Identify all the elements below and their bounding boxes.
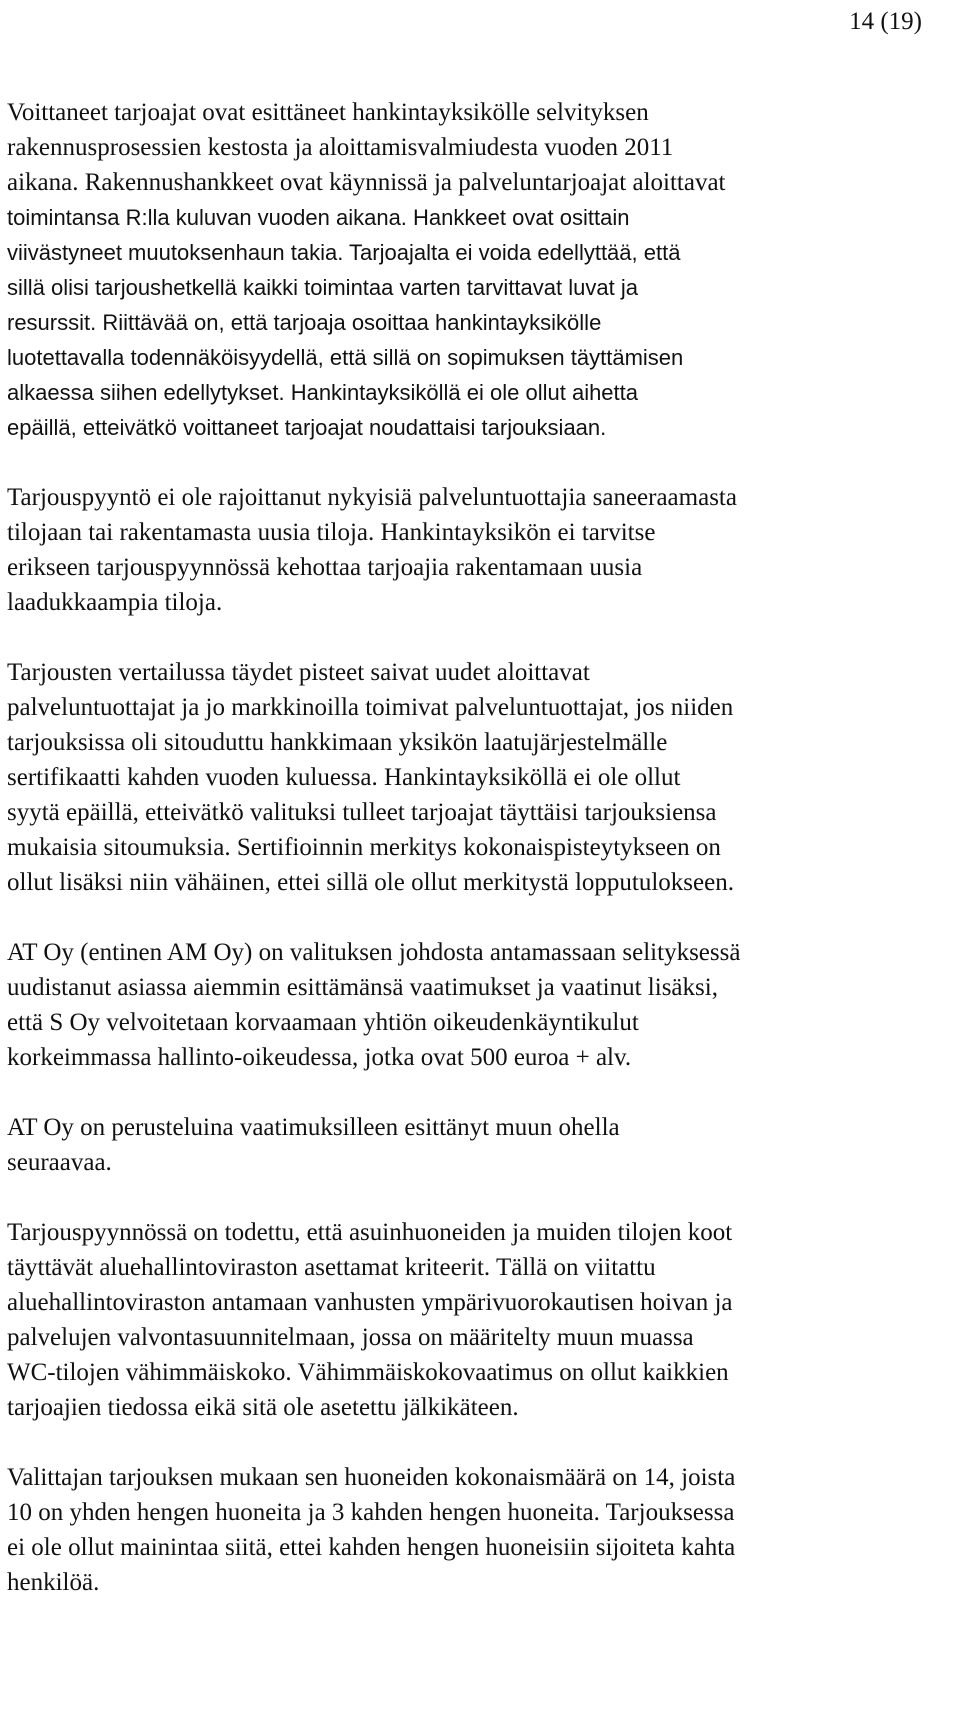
text-line xyxy=(7,1565,947,1600)
text-segment: tarjouksissa oli sitouduttu hankkimaan yksikön laatujärjestelmälle xyxy=(7,729,668,756)
text-segment: Voittaneet tarjoajat ovat esittäneet hankintayksikölle selvityksen xyxy=(7,99,649,126)
paragraph xyxy=(7,1215,947,1425)
text-line xyxy=(7,1355,947,1390)
text-segment: laadukkaampia tiloja. xyxy=(7,589,223,616)
text-segment: Tarjouspyyntö ei ole rajoittanut nykyisiä palveluntuottajia saneeraamasta xyxy=(7,484,737,511)
text-line xyxy=(7,1040,947,1075)
text-segment: aluehallintoviraston antamaan vanhusten ympärivuorokautisen hoivan ja xyxy=(7,1289,733,1316)
document-body xyxy=(7,95,947,1600)
text-line xyxy=(7,1460,947,1495)
text-line xyxy=(7,690,947,725)
paragraph xyxy=(7,1110,947,1180)
text-line xyxy=(7,235,947,270)
text-line xyxy=(7,95,947,130)
text-line xyxy=(7,130,947,165)
text-segment: uudistanut asiassa aiemmin esittämänsä vaatimukset ja vaatinut lisäksi, xyxy=(7,974,718,1001)
text-segment: erikseen tarjouspyynnössä kehottaa tarjoajia rakentamaan uusia xyxy=(7,554,643,581)
text-line xyxy=(7,375,947,410)
text-segment: AT Oy (entinen AM Oy) on valituksen johdosta antamassaan selityksessä xyxy=(7,939,741,966)
text-line xyxy=(7,200,947,235)
text-line xyxy=(7,830,947,865)
text-segment: korkeimmassa hallinto-oikeudessa, jotka ovat 500 euroa + alv. xyxy=(7,1044,632,1071)
text-line xyxy=(7,1285,947,1320)
text-segment: ei ole ollut mainintaa siitä, ettei kahden hengen huoneisiin sijoiteta kahta xyxy=(7,1534,736,1561)
text-segment: 10 on yhden hengen huoneita ja 3 kahden hengen huoneita. Tarjouksessa xyxy=(7,1499,735,1526)
text-line xyxy=(7,550,947,585)
text-line xyxy=(7,270,947,305)
text-segment: alkaessa siihen edellytykset. Hankintayksiköllä ei ole ollut aihetta xyxy=(7,380,639,405)
text-line xyxy=(7,1005,947,1040)
text-segment: sillä olisi tarjoushetkellä kaikki toimintaa varten tarvittavat luvat ja xyxy=(7,275,638,300)
paragraph xyxy=(7,95,947,445)
text-segment: rakennusprosessien kestosta ja aloittamisvalmiudesta vuoden 2011 xyxy=(7,134,674,161)
text-line xyxy=(7,1390,947,1425)
text-segment: ollut lisäksi niin vähäinen, ettei sillä ole ollut merkitystä lopputulokseen. xyxy=(7,869,734,896)
text-line xyxy=(7,970,947,1005)
text-segment: palveluntuottajat ja jo markkinoilla toimivat palveluntuottajat, jos niiden xyxy=(7,694,734,721)
text-line xyxy=(7,1145,947,1180)
text-line xyxy=(7,760,947,795)
text-segment: epäillä, etteivätkö voittaneet tarjoajat noudattaisi tarjouksiaan. xyxy=(7,415,607,440)
text-line xyxy=(7,585,947,620)
paragraph xyxy=(7,935,947,1075)
paragraph xyxy=(7,1460,947,1600)
text-segment: Valittajan tarjouksen mukaan sen huoneiden kokonaismäärä on 14, joista xyxy=(7,1464,736,1491)
text-segment: resurssit. Riittävää on, että tarjoaja osoittaa hankintayksikölle xyxy=(7,310,602,335)
text-line xyxy=(7,935,947,970)
text-segment: AT Oy on perusteluina vaatimuksilleen esittänyt muun ohella xyxy=(7,1114,620,1141)
text-segment: viivästyneet muutoksenhaun takia. Tarjoajalta ei voida edellyttää, että xyxy=(7,240,681,265)
text-segment: Hankkeet ovat osittain xyxy=(413,205,630,230)
page-number: 14 (19) xyxy=(849,8,922,35)
text-line xyxy=(7,305,947,340)
text-line xyxy=(7,1250,947,1285)
text-segment: että S Oy velvoitetaan korvaamaan yhtiön oikeudenkäyntikulut xyxy=(7,1009,639,1036)
text-segment: aikana. Rakennushankkeet ovat käynnissä ja palveluntarjoajat aloittavat xyxy=(7,169,726,196)
text-line xyxy=(7,795,947,830)
text-segment: täyttävät aluehallintoviraston asettamat kriteerit. Tällä on viitattu xyxy=(7,1254,656,1281)
text-line xyxy=(7,1110,947,1145)
text-segment: Tarjouspyynnössä on todettu, että asuinhuoneiden ja muiden tilojen koot xyxy=(7,1219,733,1246)
text-segment: henkilöä. xyxy=(7,1569,100,1596)
text-segment: tarjoajien tiedossa eikä sitä ole asetettu jälkikäteen. xyxy=(7,1394,519,1421)
text-line xyxy=(7,1320,947,1355)
text-line xyxy=(7,1495,947,1530)
text-line xyxy=(7,725,947,760)
text-line xyxy=(7,1530,947,1565)
text-segment: syytä epäillä, etteivätkö valituksi tulleet tarjoajat täyttäisi tarjouksiensa xyxy=(7,799,717,826)
text-segment: luotettavalla todennäköisyydellä, että sillä on sopimuksen täyttämisen xyxy=(7,345,684,370)
text-line xyxy=(7,480,947,515)
text-line xyxy=(7,340,947,375)
text-line xyxy=(7,515,947,550)
text-line xyxy=(7,1215,947,1250)
text-segment: sertifikaatti kahden vuoden kuluessa. Hankintayksiköllä ei ole ollut xyxy=(7,764,681,791)
text-segment: palvelujen valvontasuunnitelmaan, jossa on määritelty muun muassa xyxy=(7,1324,694,1351)
text-segment: tilojaan tai rakentamasta uusia tiloja. Hankintayksikön ei tarvitse xyxy=(7,519,656,546)
paragraph xyxy=(7,655,947,900)
text-line xyxy=(7,165,947,200)
text-segment: WC-tilojen vähimmäiskoko. Vähimmäiskokovaatimus on ollut kaikkien xyxy=(7,1359,729,1386)
text-segment: Tarjousten vertailussa täydet pisteet saivat uudet aloittavat xyxy=(7,659,590,686)
text-line xyxy=(7,865,947,900)
text-segment: toimintansa R:lla kuluvan vuoden aikana. xyxy=(7,205,414,230)
text-line xyxy=(7,655,947,690)
paragraph xyxy=(7,480,947,620)
text-segment: seuraavaa. xyxy=(7,1149,112,1176)
text-line xyxy=(7,410,947,445)
text-segment: mukaisia sitoumuksia. Sertifioinnin merkitys kokonaispisteytykseen on xyxy=(7,834,721,861)
